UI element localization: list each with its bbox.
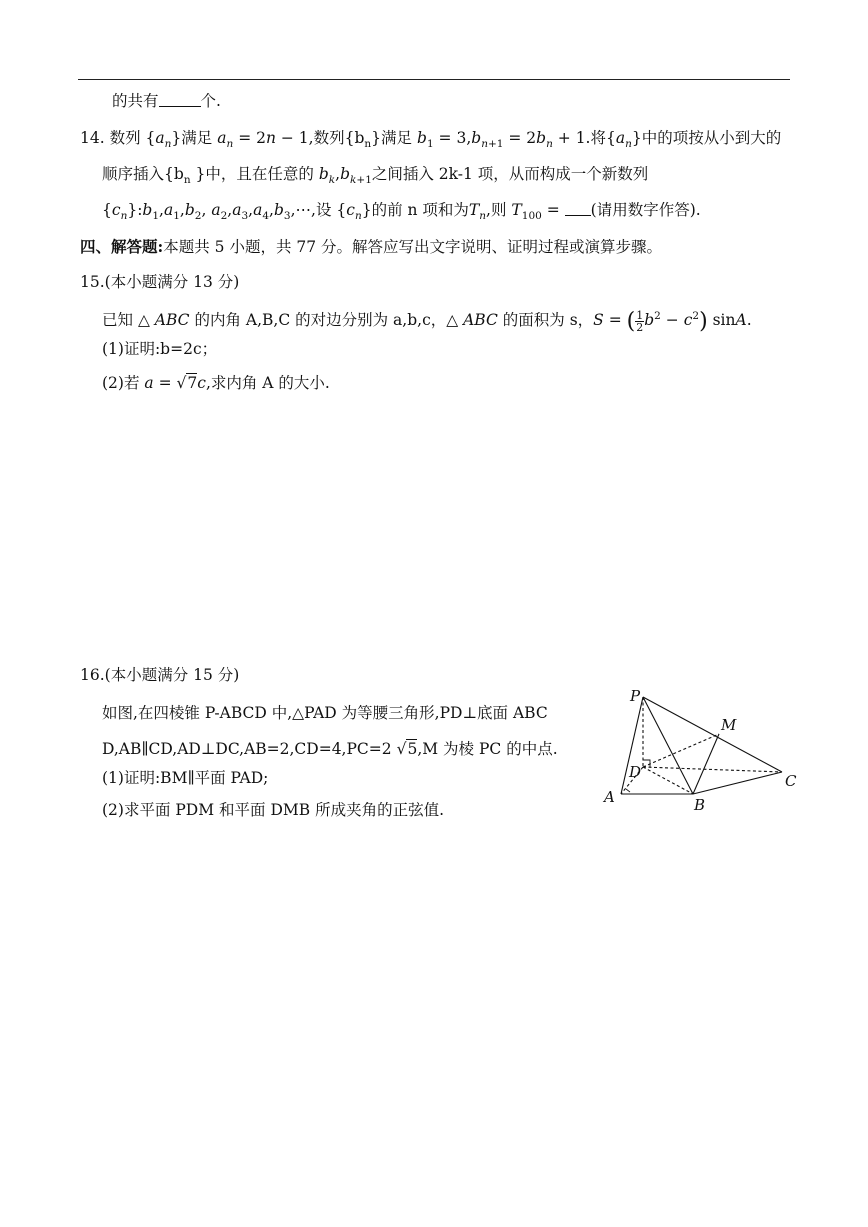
header-rule <box>78 79 790 80</box>
answer-blank <box>159 92 201 107</box>
q16-part-1: (1)证明:BM∥平面 PAD; <box>102 769 269 787</box>
q16-line-1: 如图,在四棱锥 P-ABCD 中,△PAD 为等腰三角形,PD⊥底面 ABC <box>102 704 548 722</box>
q14-line-3: $\{c_n\}:b_1,a_1,b_2$, $a_2,a_3,a_4,b_3,\cdots$,设 $\{c_n\}$的前 n 项和为$T_n$,则 $T_{100}$ = (请用数字作答). <box>102 201 701 223</box>
q16-line-2: D,AB∥CD,AD⊥DC,AB=2,CD=4,PC=2 √5,M 为棱 PC 的中点. <box>102 740 558 758</box>
q15-part-1: (1)证明:b=2c； <box>102 340 218 358</box>
label-B: B <box>694 796 706 814</box>
label-C: C <box>785 772 797 790</box>
edge-DC <box>643 767 782 772</box>
edge-PB <box>643 697 693 794</box>
label-A: A <box>604 788 615 806</box>
q15-header: 15.(本小题满分 13 分) <box>80 273 240 291</box>
angle-mark-A <box>626 789 630 792</box>
label-D: D <box>629 763 642 781</box>
q13-tail: 的共有 个. <box>112 92 221 110</box>
q14-line-2: 顺序插入{$b_n$ }中，且在任意的 $b_k,b_{k+1}$之间插入 2k-1 项，从而构成一个新数列 <box>102 165 649 187</box>
q15-part-2: (2)若 a = √7c,求内角 A 的大小. <box>102 374 330 392</box>
edge-DM <box>643 734 719 767</box>
section-4-heading: 四、解答题:本题共 5 小题，共 77 分。解答应写出文字说明、证明过程或演算步骤。 <box>80 237 663 256</box>
q15-line-1: 已知 △ ABC 的内角 A,B,C 的对边分别为 a,b,c，△ ABC 的面积为 s，S = ( $\frac{1}{2}$ $b^2 - c^2$) sinA. <box>102 308 752 335</box>
q14-line-1: 14. 数列 $\{a_n\}$满足 $a_n = 2n - 1$,数列$\{b_n\}$满足 $b_1 = 3,b_{n+1} = 2b_n + 1$.将$\{a_n\}$中的项按从小到大的 <box>80 129 782 151</box>
q16-part-2: (2)求平面 PDM 和平面 DMB 所成夹角的正弦值. <box>102 801 445 819</box>
label-P: P <box>630 687 641 705</box>
edge-PC <box>643 697 782 772</box>
edge-BC <box>693 772 782 794</box>
edge-BM <box>693 734 719 794</box>
pyramid-figure <box>597 683 809 815</box>
q16-header: 16.(本小题满分 15 分) <box>80 666 240 684</box>
answer-blank <box>565 201 591 216</box>
label-M: M <box>721 716 737 734</box>
